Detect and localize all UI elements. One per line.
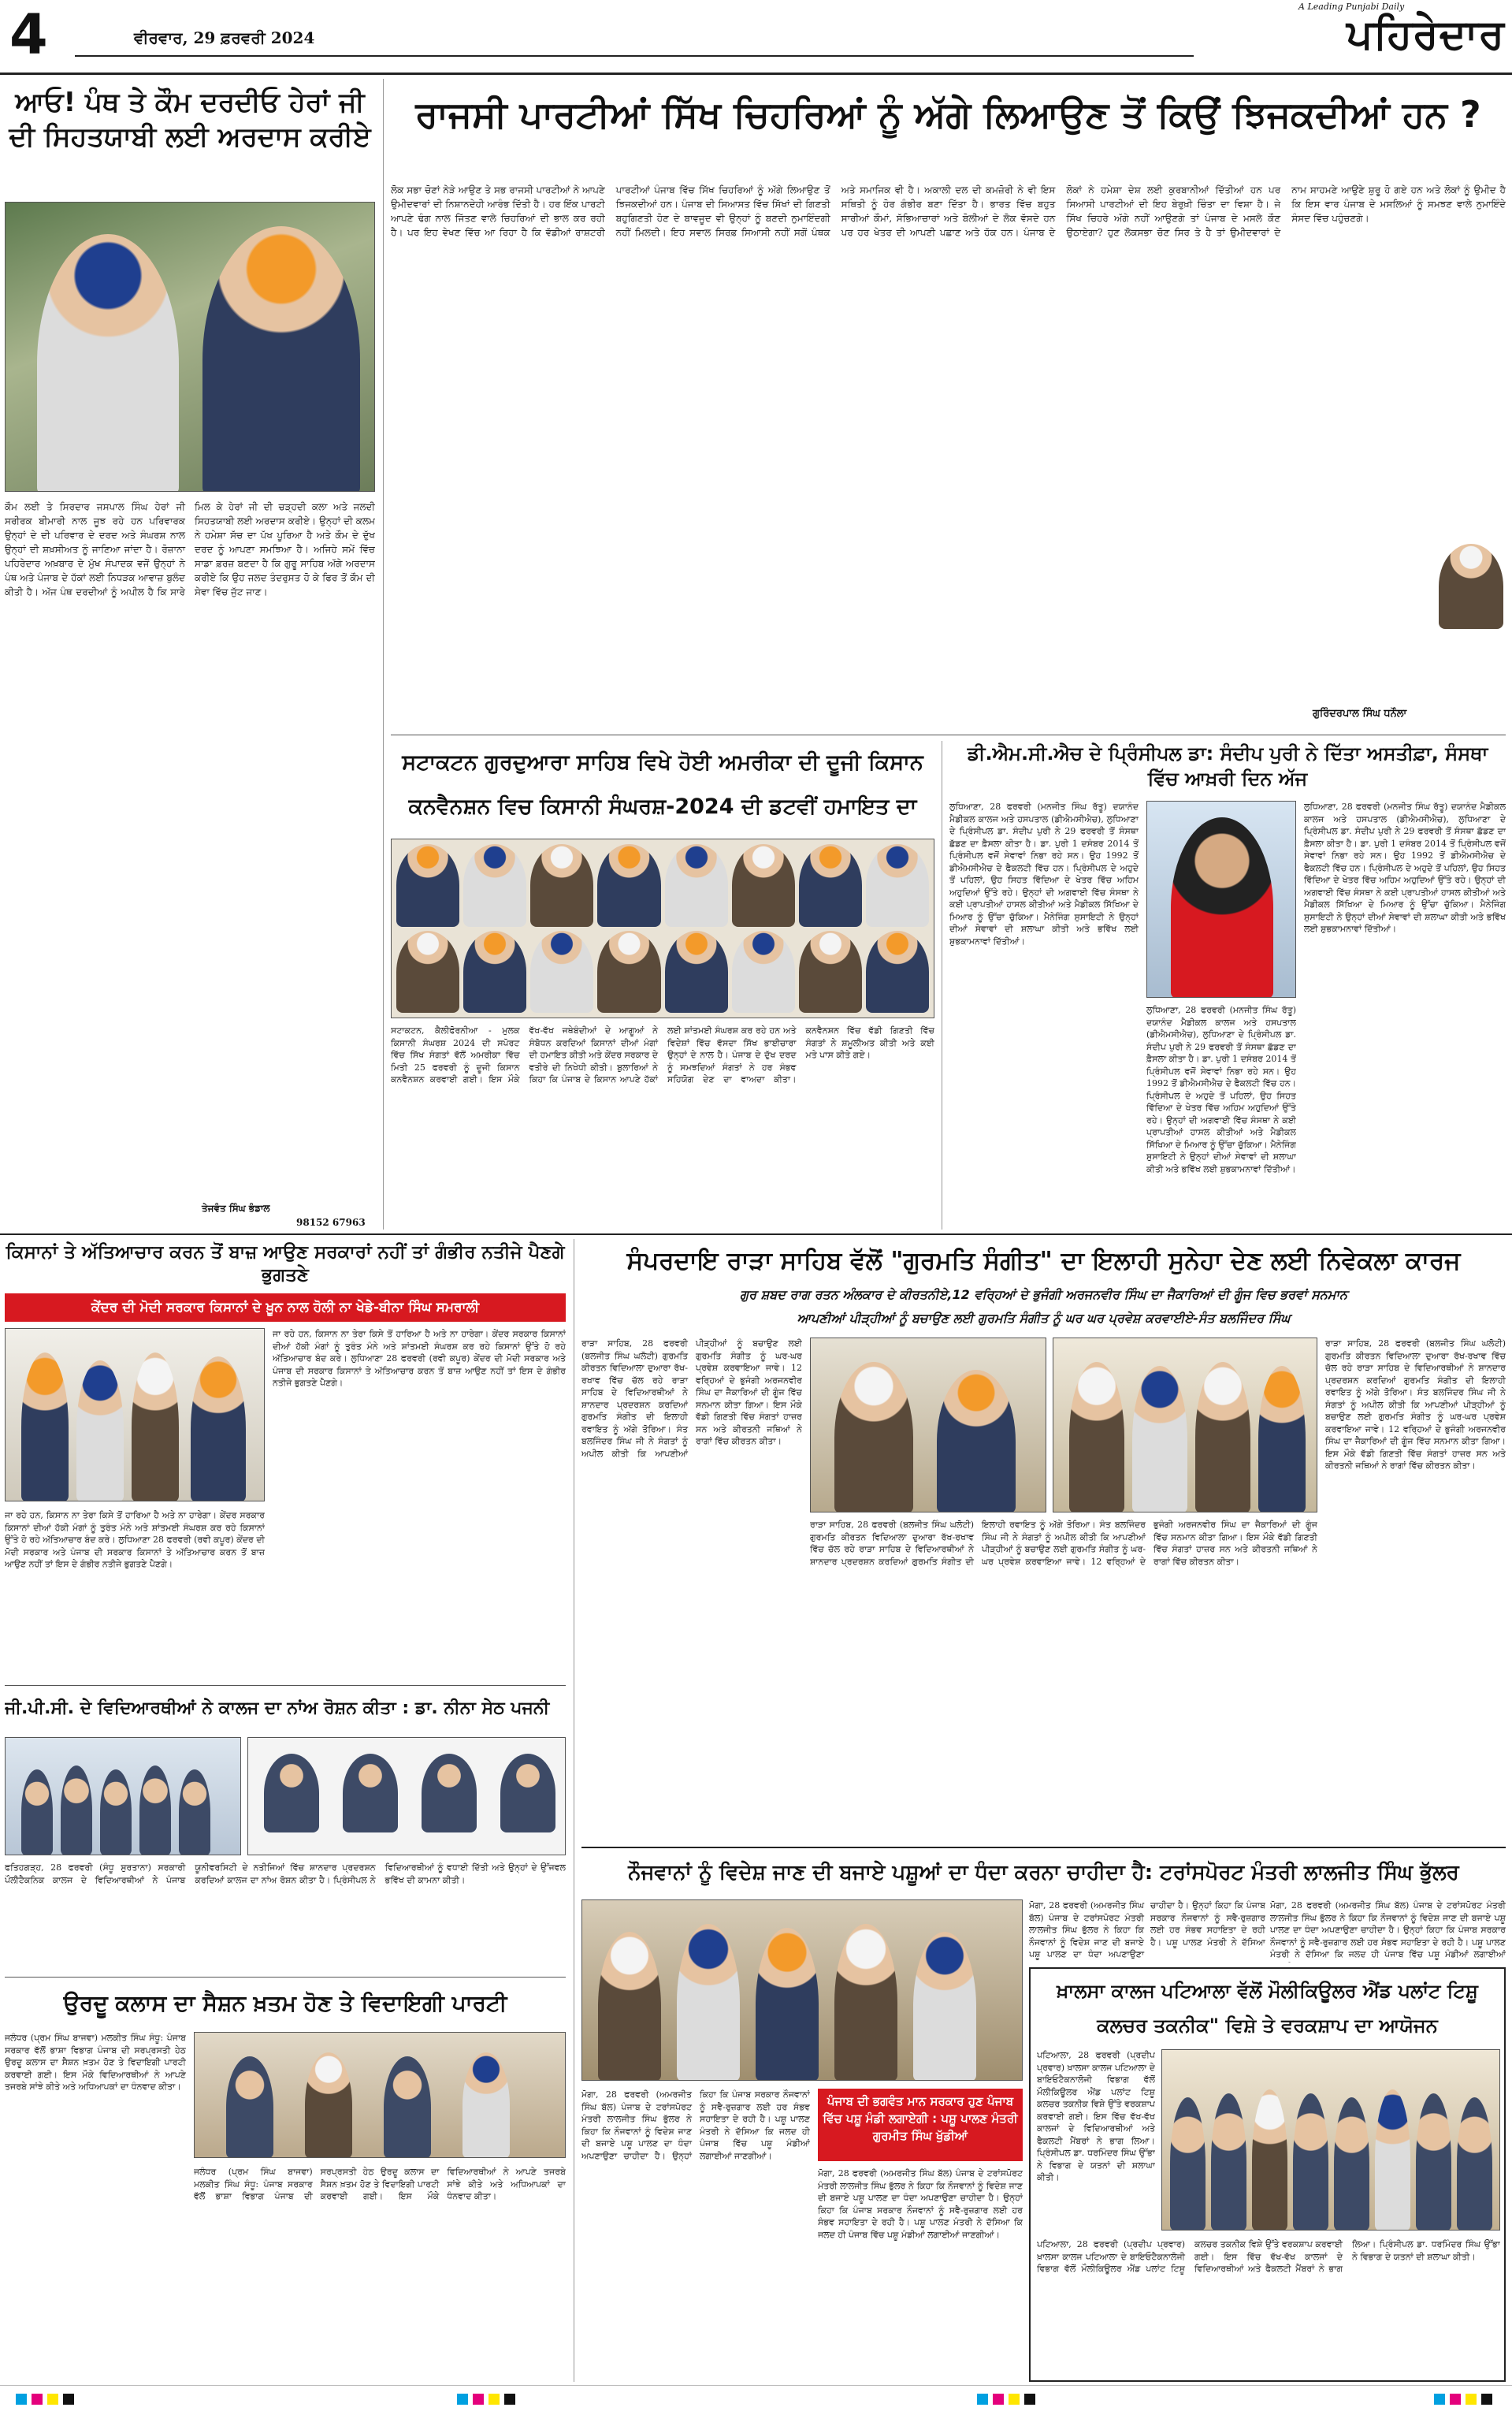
swatch-black bbox=[63, 2394, 74, 2405]
gurmat-photo-main bbox=[810, 1338, 1046, 1512]
top-rule bbox=[0, 73, 1512, 75]
urdu-body-left: ਜਲੰਧਰ (ਪ੍ਰਮ ਸਿੰਘ ਬਾਜਵਾ) ਮਲਕੀਤ ਸਿੰਘ ਸੰਧੂ: ਪੰਜਾਬ ਸਰਕਾਰ ਵੱਲੋਂ ਭਾਸ਼ਾ ਵਿਭਾਗ ਪੰਜਾਬ ਦੀ ਸਰਪ੍ਰਸਤੀ ਹੇਠ ਉਰਦੂ ਕਲਾਸ ਦਾ ਸੈਸ਼ਨ ਖ਼ਤਮ ਹੋਣ ਤੇ ਵਿਦਾਇਗੀ ਪਾਰਟੀ ਕਰਵਾਈ ਗਈ। ਇਸ ਮੌਕੇ ਵਿਦਿਆਰਥੀਆਂ ਨੇ ਆਪਣੇ ਤਜਰਬੇ ਸਾਂਝੇ ਕੀਤੇ ਅਤੇ ਅਧਿਆਪਕਾਂ ਦਾ ਧੰਨਵਾਦ ਕੀਤਾ। bbox=[5, 2033, 186, 2092]
gpc-group-photo bbox=[5, 1737, 241, 1855]
swatch-black-4 bbox=[1481, 2394, 1492, 2405]
rule-mid-page bbox=[0, 1233, 1512, 1235]
swatch-yellow-3 bbox=[1009, 2394, 1020, 2405]
masthead-rule bbox=[75, 55, 1194, 57]
dmch-headline: ਡੀ.ਐਮ.ਸੀ.ਐਚ ਦੇ ਪ੍ਰਿੰਸੀਪਲ ਡਾ: ਸੰਦੀਪ ਪੁਰੀ ਨੇ ਦਿੱਤਾ ਅਸਤੀਫ਼ਾ, ਸੰਸਥਾ ਵਿੱਚ ਆਖ਼ਰੀ ਦਿਨ ਅੱਜ bbox=[967, 742, 1488, 790]
kisan-photo-grid bbox=[391, 839, 934, 1018]
khalsa-photo bbox=[1161, 2049, 1500, 2231]
gurmat-body-mid: ਰਾੜਾ ਸਾਹਿਬ, 28 ਫਰਵਰੀ (ਬਲਜੀਤ ਸਿੰਘ ਘਲੋਟੀ) ਗੁਰਮਤਿ ਕੀਰਤਨ ਵਿਦਿਆਲਾ ਦੁਆਰਾ ਰੱਖ-ਰਖਾਵ ਵਿੱਚ ਚੱਲ ਰਹੇ ਰਾੜਾ ਸਾਹਿਬ ਦੇ ਵਿਦਿਆਰਥੀਆਂ ਨੇ ਸ਼ਾਨਦਾਰ ਪ੍ਰਦਰਸ਼ਨ ਕਰਦਿਆਂ ਗੁਰਮਤਿ ਸੰਗੀਤ ਦੀ ਇਲਾਹੀ ਰਵਾਇਤ ਨੂੰ ਅੱਗੇ ਤੋਰਿਆ। ਸੰਤ ਬਲਜਿੰਦਰ ਸਿੰਘ ਜੀ ਨੇ ਸੰਗਤਾਂ ਨੂੰ ਅਪੀਲ ਕੀਤੀ ਕਿ ਆਪਣੀਆਂ ਪੀੜ੍ਹੀਆਂ ਨੂੰ ਬਚਾਉਣ ਲਈ ਗੁਰਮਤਿ ਸੰਗੀਤ ਨੂੰ ਘਰ-ਘਰ ਪ੍ਰਵੇਸ਼ ਕਰਵਾਇਆ ਜਾਵੇ। 12 ਵਰ੍ਹਿਆਂ ਦੇ ਭੁਜੰਗੀ ਅਰਜਨਵੀਰ ਸਿੰਘ ਦਾ ਜੈਕਾਰਿਆਂ ਦੀ ਗੂੰਜ ਵਿੱਚ ਸਨਮਾਨ ਕੀਤਾ ਗਿਆ। ਇਸ ਮੌਕੇ ਵੱਡੀ ਗਿਣਤੀ ਵਿੱਚ ਸੰਗਤਾਂ ਹਾਜ਼ਰ ਸਨ ਅਤੇ ਕੀਰਤਨੀ ਜਥਿਆਂ ਨੇ ਰਾਗਾਂ ਵਿੱਚ ਕੀਰਤਨ ਕੀਤਾ। bbox=[810, 1520, 1317, 1567]
gurmat-body-left: ਰਾੜਾ ਸਾਹਿਬ, 28 ਫਰਵਰੀ (ਬਲਜੀਤ ਸਿੰਘ ਘਲੋਟੀ) ਗੁਰਮਤਿ ਕੀਰਤਨ ਵਿਦਿਆਲਾ ਦੁਆਰਾ ਰੱਖ-ਰਖਾਵ ਵਿੱਚ ਚੱਲ ਰਹੇ ਰਾੜਾ ਸਾਹਿਬ ਦੇ ਵਿਦਿਆਰਥੀਆਂ ਨੇ ਸ਼ਾਨਦਾਰ ਪ੍ਰਦਰਸ਼ਨ ਕਰਦਿਆਂ ਗੁਰਮਤਿ ਸੰਗੀਤ ਦੀ ਇਲਾਹੀ ਰਵਾਇਤ ਨੂੰ ਅੱਗੇ ਤੋਰਿਆ। ਸੰਤ ਬਲਜਿੰਦਰ ਸਿੰਘ ਜੀ ਨੇ ਸੰਗਤਾਂ ਨੂੰ ਅਪੀਲ ਕੀਤੀ ਕਿ ਆਪਣੀਆਂ ਪੀੜ੍ਹੀਆਂ ਨੂੰ ਬਚਾਉਣ ਲਈ ਗੁਰਮਤਿ ਸੰਗੀਤ ਨੂੰ ਘਰ-ਘਰ ਪ੍ਰਵੇਸ਼ ਕਰਵਾਇਆ ਜਾਵੇ। 12 ਵਰ੍ਹਿਆਂ ਦੇ ਭੁਜੰਗੀ ਅਰਜਨਵੀਰ ਸਿੰਘ ਦਾ ਜੈਕਾਰਿਆਂ ਦੀ ਗੂੰਜ ਵਿੱਚ ਸਨਮਾਨ ਕੀਤਾ ਗਿਆ। ਇਸ ਮੌਕੇ ਵੱਡੀ ਗਿਣਤੀ ਵਿੱਚ ਸੰਗਤਾਂ ਹਾਜ਼ਰ ਸਨ ਅਤੇ ਕੀਰਤਨੀ ਜਥਿਆਂ ਨੇ ਰਾਗਾਂ ਵਿੱਚ ਕੀਰਤਨ ਕੀਤਾ। bbox=[581, 1338, 802, 1459]
rule-left-col bbox=[383, 79, 384, 1230]
urdu-photo-top bbox=[194, 2032, 566, 2158]
masthead bbox=[0, 0, 1512, 73]
gpc-students-photo bbox=[247, 1737, 566, 1855]
prayer-article bbox=[5, 85, 375, 1228]
minister-photo-top bbox=[581, 1899, 1023, 2081]
newspaper-name: ਪਹਿਰੇਦਾਰ bbox=[1347, 11, 1505, 58]
rule-gurmat-minister bbox=[581, 1847, 1506, 1848]
prayer-phone: 98152 67963 bbox=[296, 1217, 366, 1228]
swatch-cyan-2 bbox=[457, 2394, 468, 2405]
dmch-body-right: ਲੁਧਿਆਣਾ, 28 ਫਰਵਰੀ (ਮਨਜੀਤ ਸਿੰਘ ਰੱਤੂ) ਦਯਾਨੰਦ ਮੈਡੀਕਲ ਕਾਲਜ ਅਤੇ ਹਸਪਤਾਲ (ਡੀਐਮਸੀਐਚ), ਲੁਧਿਆਣਾ ਦੇ ਪ੍ਰਿੰਸੀਪਲ ਡਾ. ਸੰਦੀਪ ਪੁਰੀ ਨੇ 29 ਫਰਵਰੀ ਤੋਂ ਸੰਸਥਾ ਛੱਡਣ ਦਾ ਫ਼ੈਸਲਾ ਕੀਤਾ ਹੈ। ਡਾ. ਪੁਰੀ 1 ਦਸੰਬਰ 2014 ਤੋਂ ਪ੍ਰਿੰਸੀਪਲ ਵਜੋਂ ਸੇਵਾਵਾਂ ਨਿਭਾ ਰਹੇ ਸਨ। ਉਹ 1992 ਤੋਂ ਡੀਐਮਸੀਐਚ ਦੇ ਫੈਕਲਟੀ ਵਿੱਚ ਹਨ। ਪ੍ਰਿੰਸੀਪਲ ਦੇ ਅਹੁਦੇ ਤੋਂ ਪਹਿਲਾਂ, ਉਹ ਸਿਹਤ ਵਿੱਦਿਆ ਦੇ ਖੇਤਰ ਵਿੱਚ ਅਹਿਮ ਅਹੁਦਿਆਂ ਉੱਤੇ ਰਹੇ। ਉਨ੍ਹਾਂ ਦੀ ਅਗਵਾਈ ਵਿੱਚ ਸੰਸਥਾ ਨੇ ਕਈ ਪ੍ਰਾਪਤੀਆਂ ਹਾਸਲ ਕੀਤੀਆਂ ਅਤੇ ਮੈਡੀਕਲ ਸਿੱਖਿਆ ਦੇ ਮਿਆਰ ਨੂੰ ਉੱਚਾ ਚੁੱਕਿਆ। ਮੈਨੇਜਿੰਗ ਸੁਸਾਇਟੀ ਨੇ ਉਨ੍ਹਾਂ ਦੀਆਂ ਸੇਵਾਵਾਂ ਦੀ ਸ਼ਲਾਘਾ ਕੀਤੀ ਅਤੇ ਭਵਿੱਖ ਲਈ ਸ਼ੁਭਕਾਮਨਾਵਾਂ ਦਿੱਤੀਆਂ। bbox=[1304, 802, 1506, 934]
dmch-article bbox=[949, 741, 1506, 1230]
print-registration-strip bbox=[0, 2385, 1512, 2411]
prayer-photo bbox=[5, 202, 375, 492]
khalsa-body-left: ਪਟਿਆਲਾ, 28 ਫਰਵਰੀ (ਪ੍ਰਦੀਪ ਪ੍ਰਵਾਰ) ਖ਼ਾਲਸਾ ਕਾਲਜ ਪਟਿਆਲਾ ਦੇ ਬਾਇਓਟੈਕਨਾਲੋਜੀ ਵਿਭਾਗ ਵੱਲੋਂ ਮੌਲੀਕਿਊਲਰ ਐਂਡ ਪਲਾਂਟ ਟਿਸ਼ੂ ਕਲਚਰ ਤਕਨੀਕ ਵਿਸ਼ੇ ਉੱਤੇ ਵਰਕਸ਼ਾਪ ਕਰਵਾਈ ਗਈ। ਇਸ ਵਿੱਚ ਵੱਖ-ਵੱਖ ਕਾਲਜਾਂ ਦੇ ਵਿਦਿਆਰਥੀਆਂ ਅਤੇ ਫੈਕਲਟੀ ਮੈਂਬਰਾਂ ਨੇ ਭਾਗ ਲਿਆ। ਪ੍ਰਿੰਸੀਪਲ ਡਾ. ਧਰਮਿੰਦਰ ਸਿੰਘ ਉੱਭਾ ਨੇ ਵਿਭਾਗ ਦੇ ਯਤਨਾਂ ਦੀ ਸ਼ਲਾਘਾ ਕੀਤੀ। bbox=[1037, 2050, 1155, 2182]
minister-article bbox=[581, 1852, 1506, 1899]
prayer-headline: ਆਓ! ਪੰਥ ਤੇ ਕੌਮ ਦਰਦੀਓ ਹੇਰਾਂ ਜੀ ਦੀ ਸਿਹਤਯਾਬੀ ਲਈ ਅਰਦਾਸ ਕਰੀਏ bbox=[9, 87, 371, 153]
swatch-yellow-2 bbox=[489, 2394, 500, 2405]
minister-body-col3: ਮੋਗਾ, 28 ਫਰਵਰੀ (ਅਮਰਜੀਤ ਸਿੰਘ ਬੱਲ) ਪੰਜਾਬ ਦੇ ਟਰਾਂਸਪੋਰਟ ਮੰਤਰੀ ਲਾਲਜੀਤ ਸਿੰਘ ਭੁੱਲਰ ਨੇ ਕਿਹਾ ਕਿ ਨੌਜਵਾਨਾਂ ਨੂੰ ਵਿਦੇਸ਼ ਜਾਣ ਦੀ ਬਜਾਏ ਪਸ਼ੂ ਪਾਲਣ ਦਾ ਧੰਦਾ ਅਪਣਾਉਣਾ ਚਾਹੀਦਾ ਹੈ। ਉਨ੍ਹਾਂ ਕਿਹਾ ਕਿ ਪੰਜਾਬ ਸਰਕਾਰ ਨੌਜਵਾਨਾਂ ਨੂੰ ਸਵੈ-ਰੁਜ਼ਗਾਰ ਲਈ ਹਰ ਸੰਭਵ ਸਹਾਇਤਾ ਦੇ ਰਹੀ ਹੈ। ਪਸ਼ੂ ਪਾਲਣ ਮੰਤਰੀ ਨੇ ਦੱਸਿਆ bbox=[1029, 1900, 1265, 1959]
urdu-headline: ਉਰਦੂ ਕਲਾਸ ਦਾ ਸੈਸ਼ਨ ਖ਼ਤਮ ਹੋਣ ਤੇ ਵਿਦਾਇਗੀ ਪਾਰਟੀ bbox=[63, 1990, 507, 2016]
gurmat-article bbox=[581, 1241, 1506, 1844]
farmers-subhead: ਕੇਂਦਰ ਦੀ ਮੋਦੀ ਸਰਕਾਰ ਕਿਸਾਨਾਂ ਦੇ ਖ਼ੂਨ ਨਾਲ ਹੋਲੀ ਨਾ ਖੇਡੇ-ਬੀਨਾ ਸਿੰਘ ਸਮਰਾਲੀ bbox=[5, 1293, 566, 1322]
urdu-body-right: ਜਲੰਧਰ (ਪ੍ਰਮ ਸਿੰਘ ਬਾਜਵਾ) ਮਲਕੀਤ ਸਿੰਘ ਸੰਧੂ: ਪੰਜਾਬ ਸਰਕਾਰ ਵੱਲੋਂ ਭਾਸ਼ਾ ਵਿਭਾਗ ਪੰਜਾਬ ਦੀ ਸਰਪ੍ਰਸਤੀ ਹੇਠ ਉਰਦੂ ਕਲਾਸ ਦਾ ਸੈਸ਼ਨ ਖ਼ਤਮ ਹੋਣ ਤੇ ਵਿਦਾਇਗੀ ਪਾਰਟੀ ਕਰਵਾਈ ਗਈ। ਇਸ ਮੌਕੇ ਵਿਦਿਆਰਥੀਆਂ ਨੇ ਆਪਣੇ ਤਜਰਬੇ ਸਾਂਝੇ ਕੀਤੇ ਅਤੇ ਅਧਿਆਪਕਾਂ ਦਾ ਧੰਨਵਾਦ ਕੀਤਾ। bbox=[194, 2167, 566, 2201]
minister-body-left: ਮੋਗਾ, 28 ਫਰਵਰੀ (ਅਮਰਜੀਤ ਸਿੰਘ ਬੱਲ) ਪੰਜਾਬ ਦੇ ਟਰਾਂਸਪੋਰਟ ਮੰਤਰੀ ਲਾਲਜੀਤ ਸਿੰਘ ਭੁੱਲਰ ਨੇ ਕਿਹਾ ਕਿ ਨੌਜਵਾਨਾਂ ਨੂੰ ਵਿਦੇਸ਼ ਜਾਣ ਦੀ ਬਜਾਏ ਪਸ਼ੂ ਪਾਲਣ ਦਾ ਧੰਦਾ ਅਪਣਾਉਣਾ ਚਾਹੀਦਾ ਹੈ। ਉਨ੍ਹਾਂ ਕਿਹਾ ਕਿ ਪੰਜਾਬ ਸਰਕਾਰ ਨੌਜਵਾਨਾਂ ਨੂੰ ਸਵੈ-ਰੁਜ਼ਗਾਰ ਲਈ ਹਰ ਸੰਭਵ ਸਹਾਇਤਾ ਦੇ ਰਹੀ ਹੈ। ਪਸ਼ੂ ਪਾਲਣ ਮੰਤਰੀ ਨੇ ਦੱਸਿਆ ਕਿ ਜਲਦ ਹੀ ਪੰਜਾਬ ਵਿੱਚ ਪਸ਼ੂ ਮੰਡੀਆਂ ਲਗਾਈਆਂ ਜਾਣਗੀਆਂ। bbox=[581, 2089, 810, 2161]
dmch-body-left: ਲੁਧਿਆਣਾ, 28 ਫਰਵਰੀ (ਮਨਜੀਤ ਸਿੰਘ ਰੱਤੂ) ਦਯਾਨੰਦ ਮੈਡੀਕਲ ਕਾਲਜ ਅਤੇ ਹਸਪਤਾਲ (ਡੀਐਮਸੀਐਚ), ਲੁਧਿਆਣਾ ਦੇ ਪ੍ਰਿੰਸੀਪਲ ਡਾ. ਸੰਦੀਪ ਪੁਰੀ ਨੇ 29 ਫਰਵਰੀ ਤੋਂ ਸੰਸਥਾ ਛੱਡਣ ਦਾ ਫ਼ੈਸਲਾ ਕੀਤਾ ਹੈ। ਡਾ. ਪੁਰੀ 1 ਦਸੰਬਰ 2014 ਤੋਂ ਪ੍ਰਿੰਸੀਪਲ ਵਜੋਂ ਸੇਵਾਵਾਂ ਨਿਭਾ ਰਹੇ ਸਨ। ਉਹ 1992 ਤੋਂ ਡੀਐਮਸੀਐਚ ਦੇ ਫੈਕਲਟੀ ਵਿੱਚ ਹਨ। ਪ੍ਰਿੰਸੀਪਲ ਦੇ ਅਹੁਦੇ ਤੋਂ ਪਹਿਲਾਂ, ਉਹ ਸਿਹਤ ਵਿੱਦਿਆ ਦੇ ਖੇਤਰ ਵਿੱਚ ਅਹਿਮ ਅਹੁਦਿਆਂ ਉੱਤੇ ਰਹੇ। ਉਨ੍ਹਾਂ ਦੀ ਅਗਵਾਈ ਵਿੱਚ ਸੰਸਥਾ ਨੇ ਕਈ ਪ੍ਰਾਪਤੀਆਂ ਹਾਸਲ ਕੀਤੀਆਂ ਅਤੇ ਮੈਡੀਕਲ ਸਿੱਖਿਆ ਦੇ ਮਿਆਰ ਨੂੰ ਉੱਚਾ ਚੁੱਕਿਆ। ਮੈਨੇਜਿੰਗ ਸੁਸਾਇਟੀ ਨੇ ਉਨ੍ਹਾਂ ਦੀਆਂ ਸੇਵਾਵਾਂ ਦੀ ਸ਼ਲਾਘਾ ਕੀਤੀ ਅਤੇ ਭਵਿੱਖ ਲਈ ਸ਼ੁਭਕਾਮਨਾਵਾਂ ਦਿੱਤੀਆਂ। bbox=[949, 802, 1139, 947]
farmers-article bbox=[5, 1241, 566, 1683]
rule-gpc-urdu bbox=[5, 1977, 566, 1978]
person-right bbox=[202, 226, 360, 492]
kisan-body: ਸਟਾਕਟਨ, ਕੈਲੀਫੋਰਨੀਆ - ਮੁਲਕ ਕਿਸਾਨੀ ਸੰਘਰਸ਼ 2024 ਦੀ ਸਪੋਰਟ ਵਿੱਚ ਸਿੱਖ ਸੰਗਤਾਂ ਵੱਲੋਂ ਅਮਰੀਕਾ ਵਿੱਚ ਮਿਤੀ 25 ਫਰਵਰੀ ਨੂੰ ਦੂਜੀ ਕਿਸਾਨ ਕਨਵੈਨਸ਼ਨ ਕਰਵਾਈ ਗਈ। ਇਸ ਮੌਕੇ ਵੱਖ-ਵੱਖ ਜਥੇਬੰਦੀਆਂ ਦੇ ਆਗੂਆਂ ਨੇ ਸੰਬੋਧਨ ਕਰਦਿਆਂ ਕਿਸਾਨਾਂ ਦੀਆਂ ਮੰਗਾਂ ਦੀ ਹਮਾਇਤ ਕੀਤੀ ਅਤੇ ਕੇਂਦਰ ਸਰਕਾਰ ਦੇ ਵਤੀਰੇ ਦੀ ਨਿਖੇਧੀ ਕੀਤੀ। ਬੁਲਾਰਿਆਂ ਨੇ ਕਿਹਾ ਕਿ ਪੰਜਾਬ ਦੇ ਕਿਸਾਨ ਆਪਣੇ ਹੱਕਾਂ ਲਈ ਸ਼ਾਂਤਮਈ ਸੰਘਰਸ਼ ਕਰ ਰਹੇ ਹਨ ਅਤੇ ਵਿਦੇਸ਼ਾਂ ਵਿੱਚ ਵੱਸਦਾ ਸਿੱਖ ਭਾਈਚਾਰਾ ਉਨ੍ਹਾਂ ਦੇ ਨਾਲ ਹੈ। ਪੰਜਾਬ ਦੇ ਦੁੱਖ ਦਰਦ ਨੂੰ ਸਮਝਦਿਆਂ ਸੰਗਤਾਂ ਨੇ ਹਰ ਸੰਭਵ ਸਹਿਯੋਗ ਦੇਣ ਦਾ ਵਾਅਦਾ ਕੀਤਾ। ਕਨਵੈਨਸ਼ਨ ਵਿੱਚ ਵੱਡੀ ਗਿਣਤੀ ਵਿੱਚ ਸੰਗਤਾਂ ਨੇ ਸ਼ਮੂਲੀਅਤ ਕੀਤੀ ਅਤੇ ਕਈ ਮਤੇ ਪਾਸ ਕੀਤੇ ਗਏ। bbox=[391, 1025, 934, 1085]
swatch-magenta-2 bbox=[473, 2394, 484, 2405]
farmers-headline: ਕਿਸਾਨਾਂ ਤੇ ਅੱਤਿਆਚਾਰ ਕਰਨ ਤੋਂ ਬਾਜ਼ ਆਉਣ ਸਰਕਾਰਾਂ ਨਹੀਂ ਤਾਂ ਗੰਭੀਰ ਨਤੀਜੇ ਪੈਣਗੇ ਭੁਗਤਣੇ bbox=[6, 1242, 565, 1285]
masthead-tagline: A Leading Punjabi Daily bbox=[1298, 2, 1405, 12]
rule-farmers-gpc bbox=[5, 1685, 566, 1686]
swatch-magenta bbox=[32, 2394, 43, 2405]
gpc-article bbox=[5, 1691, 566, 2030]
gpc-body: ਫਤਿਹਗੜ੍ਹ, 28 ਫਰਵਰੀ (ਸੰਧੂ ਸੁਰਤਾਨਾ) ਸਰਕਾਰੀ ਪੌਲੀਟੈਕਨਿਕ ਕਾਲਜ ਦੇ ਵਿਦਿਆਰਥੀਆਂ ਨੇ ਪੰਜਾਬ ਯੂਨੀਵਰਸਿਟੀ ਦੇ ਨਤੀਜਿਆਂ ਵਿੱਚ ਸ਼ਾਨਦਾਰ ਪ੍ਰਦਰਸ਼ਨ ਕਰਦਿਆਂ ਕਾਲਜ ਦਾ ਨਾਂਅ ਰੋਸ਼ਨ ਕੀਤਾ ਹੈ। ਪ੍ਰਿੰਸੀਪਲ ਨੇ ਵਿਦਿਆਰਥੀਆਂ ਨੂੰ ਵਧਾਈ ਦਿੱਤੀ ਅਤੇ ਉਨ੍ਹਾਂ ਦੇ ਉੱਜਵਲ ਭਵਿੱਖ ਦੀ ਕਾਮਨਾ ਕੀਤੀ। bbox=[5, 1862, 566, 1885]
columnist-portrait bbox=[1439, 544, 1503, 629]
khalsa-body-bottom: ਪਟਿਆਲਾ, 28 ਫਰਵਰੀ (ਪ੍ਰਦੀਪ ਪ੍ਰਵਾਰ) ਖ਼ਾਲਸਾ ਕਾਲਜ ਪਟਿਆਲਾ ਦੇ ਬਾਇਓਟੈਕਨਾਲੋਜੀ ਵਿਭਾਗ ਵੱਲੋਂ ਮੌਲੀਕਿਊਲਰ ਐਂਡ ਪਲਾਂਟ ਟਿਸ਼ੂ ਕਲਚਰ ਤਕਨੀਕ ਵਿਸ਼ੇ ਉੱਤੇ ਵਰਕਸ਼ਾਪ ਕਰਵਾਈ ਗਈ। ਇਸ ਵਿੱਚ ਵੱਖ-ਵੱਖ ਕਾਲਜਾਂ ਦੇ ਵਿਦਿਆਰਥੀਆਂ ਅਤੇ ਫੈਕਲਟੀ ਮੈਂਬਰਾਂ ਨੇ ਭਾਗ ਲਿਆ। ਪ੍ਰਿੰਸੀਪਲ ਡਾ. ਧਰਮਿੰਦਰ ਸਿੰਘ ਉੱਭਾ ਨੇ ਵਿਭਾਗ ਦੇ ਯਤਨਾਂ ਦੀ ਸ਼ਲਾਘਾ ਕੀਤੀ। bbox=[1037, 2239, 1500, 2274]
person-left bbox=[37, 234, 179, 492]
gurmat-headline: ਸੰਪਰਦਾਇ ਰਾੜਾ ਸਾਹਿਬ ਵੱਲੋਂ "ਗੁਰਮਤਿ ਸੰਗੀਤ" ਦਾ ਇਲਾਹੀ ਸੁਨੇਹਾ ਦੇਣ ਲਈ ਨਿਵੇਕਲਾ ਕਾਰਜ bbox=[626, 1247, 1461, 1275]
swatch-magenta-4 bbox=[1450, 2394, 1461, 2405]
prayer-author: ਤੇਜਵੰਤ ਸਿੰਘ ਭੰਡਾਲ bbox=[202, 1203, 270, 1214]
dmch-principal-photo bbox=[1146, 801, 1296, 998]
page-number: 4 bbox=[9, 2, 48, 67]
columnist-photo bbox=[1439, 544, 1503, 629]
swatch-cyan-4 bbox=[1434, 2394, 1445, 2405]
minister-headline: ਨੌਜਵਾਨਾਂ ਨੂੰ ਵਿਦੇਸ਼ ਜਾਣ ਦੀ ਬਜਾਏ ਪਸ਼ੂਆਂ ਦਾ ਧੰਦਾ ਕਰਨਾ ਚਾਹੀਦਾ ਹੈ: ਟਰਾਂਸਪੋਰਟ ਮੰਤਰੀ ਲਾਲਜੀਤ ਸਿੰਘ ਭੁੱਲਰ bbox=[628, 1861, 1459, 1885]
kisan-article bbox=[391, 741, 934, 1230]
minister-callout: ਪੰਜਾਬ ਦੀ ਭਗਵੰਤ ਮਾਨ ਸਰਕਾਰ ਹੁਣ ਪੰਜਾਬ ਵਿੱਚ ਪਸ਼ੂ ਮੰਡੀ ਲਗਾਏਗੀ : ਪਸ਼ੂ ਪਾਲਣ ਮੰਤਰੀ ਗੁਰਮੀਤ ਸਿੰਘ ਖੁੱਡੀਆਂ bbox=[818, 2089, 1023, 2161]
swatch-yellow-4 bbox=[1466, 2394, 1477, 2405]
urdu-article bbox=[5, 1985, 566, 2383]
lead-author: ਗੁਰਿੰਦਰਪਾਲ ਸਿੰਘ ਧਨੌਲਾ bbox=[1313, 708, 1407, 720]
gurmat-sub1: ਗੁਰ ਸ਼ਬਦ ਰਾਗ ਰਤਨ ਅੰਲਕਾਰ ਦੇ ਕੀਰਤਨੀਏ,12 ਵਰ੍ਹਿਆਂ ਦੇ ਭੁਜੰਗੀ ਅਰਜਨਵੀਰ ਸਿੰਘ ਦਾ ਜੈਕਾਰਿਆਂ ਦੀ ਗੂੰਜ ਵਿਚ ਭਰਵਾਂ ਸਨਮਾਨ bbox=[740, 1287, 1347, 1302]
lead-headline: ਰਾਜਸੀ ਪਾਰਟੀਆਂ ਸਿੱਖ ਚਿਹਰਿਆਂ ਨੂੰ ਅੱਗੇ ਲਿਆਉਣ ਤੋਂ ਕਿਉਂ ਝਿਜਕਦੀਆਂ ਹਨ ? bbox=[415, 93, 1481, 136]
farmers-body: ਜਾ ਰਹੇ ਹਨ, ਕਿਸਾਨ ਨਾ ਤੇਰਾ ਕਿਸੇ ਤੋਂ ਹਾਰਿਆ ਹੈ ਅਤੇ ਨਾ ਹਾਰੇਗਾ। ਕੇਂਦਰ ਸਰਕਾਰ ਕਿਸਾਨਾਂ ਦੀਆਂ ਹੱਕੀ ਮੰਗਾਂ ਨੂੰ ਤੁਰੰਤ ਮੰਨੇ ਅਤੇ ਸ਼ਾਂਤਮਈ ਸੰਘਰਸ਼ ਕਰ ਰਹੇ ਕਿਸਾਨਾਂ ਉੱਤੇ ਹੋ ਰਹੇ ਅੱਤਿਆਚਾਰ ਬੰਦ ਕਰੇ। ਲੁਧਿਆਣਾ 28 ਫਰਵਰੀ (ਰਵੀ ਕਪੂਰ) ਕੇਂਦਰ ਦੀ ਮੋਦੀ ਸਰਕਾਰ ਅਤੇ ਪੰਜਾਬ ਦੀ ਸਰਕਾਰ ਕਿਸਾਨਾਂ ਤੇ ਅੱਤਿਆਚਾਰ ਕਰਨ ਤੋਂ ਬਾਜ਼ ਆਉਣ ਨਹੀਂ ਤਾਂ ਇਸ ਦੇ ਗੰਭੀਰ ਨਤੀਜੇ ਭੁਗਤਣੇ ਪੈਣਗੇ। bbox=[273, 1329, 566, 1388]
swatch-yellow bbox=[47, 2394, 58, 2405]
minister-content bbox=[581, 1899, 1023, 2380]
khalsa-article bbox=[1029, 1967, 1506, 2382]
swatch-cyan-3 bbox=[977, 2394, 988, 2405]
khalsa-headline: ਖ਼ਾਲਸਾ ਕਾਲਜ ਪਟਿਆਲਾ ਵੱਲੋਂ ਮੌਲੀਕਿਊਲਰ ਐਂਡ ਪਲਾਂਟ ਟਿਸ਼ੂ ਕਲਚਰ ਤਕਨੀਕ" ਵਿਸ਼ੇ ਤੇ ਵਰਕਸ਼ਾਪ ਦਾ ਆਯੋਜਨ bbox=[1057, 1980, 1478, 2037]
dmch-body-mid: ਲੁਧਿਆਣਾ, 28 ਫਰਵਰੀ (ਮਨਜੀਤ ਸਿੰਘ ਰੱਤੂ) ਦਯਾਨੰਦ ਮੈਡੀਕਲ ਕਾਲਜ ਅਤੇ ਹਸਪਤਾਲ (ਡੀਐਮਸੀਐਚ), ਲੁਧਿਆਣਾ ਦੇ ਪ੍ਰਿੰਸੀਪਲ ਡਾ. ਸੰਦੀਪ ਪੁਰੀ ਨੇ 29 ਫਰਵਰੀ ਤੋਂ ਸੰਸਥਾ ਛੱਡਣ ਦਾ ਫ਼ੈਸਲਾ ਕੀਤਾ ਹੈ। ਡਾ. ਪੁਰੀ 1 ਦਸੰਬਰ 2014 ਤੋਂ ਪ੍ਰਿੰਸੀਪਲ ਵਜੋਂ ਸੇਵਾਵਾਂ ਨਿਭਾ ਰਹੇ ਸਨ। ਉਹ 1992 ਤੋਂ ਡੀਐਮਸੀਐਚ ਦੇ ਫੈਕਲਟੀ ਵਿੱਚ ਹਨ। ਪ੍ਰਿੰਸੀਪਲ ਦੇ ਅਹੁਦੇ ਤੋਂ ਪਹਿਲਾਂ, ਉਹ ਸਿਹਤ ਵਿੱਦਿਆ ਦੇ ਖੇਤਰ ਵਿੱਚ ਅਹਿਮ ਅਹੁਦਿਆਂ ਉੱਤੇ ਰਹੇ। ਉਨ੍ਹਾਂ ਦੀ ਅਗਵਾਈ ਵਿੱਚ ਸੰਸਥਾ ਨੇ ਕਈ ਪ੍ਰਾਪਤੀਆਂ ਹਾਸਲ ਕੀਤੀਆਂ ਅਤੇ ਮੈਡੀਕਲ ਸਿੱਖਿਆ ਦੇ ਮਿਆਰ ਨੂੰ ਉੱਚਾ ਚੁੱਕਿਆ। ਮੈਨੇਜਿੰਗ ਸੁਸਾਇਟੀ ਨੇ ਉਨ੍ਹਾਂ ਦੀਆਂ ਸੇਵਾਵਾਂ ਦੀ ਸ਼ਲਾਘਾ ਕੀਤੀ ਅਤੇ ਭਵਿੱਖ ਲਈ ਸ਼ੁਭਕਾਮਨਾਵਾਂ ਦਿੱਤੀਆਂ। bbox=[1146, 1005, 1296, 1174]
lead-body: ਲੋਕ ਸਭਾ ਚੋਣਾਂ ਨੇੜੇ ਆਉਣ ਤੇ ਸਭ ਰਾਜਸੀ ਪਾਰਟੀਆਂ ਨੇ ਆਪਣੇ ਉਮੀਦਵਾਰਾਂ ਦੀ ਨਿਸ਼ਾਨਦੇਹੀ ਆਰੰਭ ਦਿੱਤੀ ਹੈ। ਹਰ ਇੱਕ ਪਾਰਟੀ ਆਪਣੇ ਢੰਗ ਨਾਲ ਜਿੱਤਣ ਵਾਲੇ ਚਿਹਰਿਆਂ ਦੀ ਭਾਲ ਕਰ ਰਹੀ ਹੈ। ਪਰ ਇਹ ਵੇਖਣ ਵਿੱਚ ਆ ਰਿਹਾ ਹੈ ਕਿ ਵੱਡੀਆਂ ਰਾਸ਼ਟਰੀ ਪਾਰਟੀਆਂ ਪੰਜਾਬ ਵਿੱਚ ਸਿੱਖ ਚਿਹਰਿਆਂ ਨੂੰ ਅੱਗੇ ਲਿਆਉਣ ਤੋਂ ਝਿਜਕਦੀਆਂ ਹਨ। ਪੰਜਾਬ ਦੀ ਸਿਆਸਤ ਵਿੱਚ ਸਿੱਖਾਂ ਦੀ ਗਿਣਤੀ ਬਹੁਗਿਣਤੀ ਹੋਣ ਦੇ ਬਾਵਜੂਦ ਵੀ ਉਨ੍ਹਾਂ ਨੂੰ ਬਣਦੀ ਨੁਮਾਇੰਦਗੀ ਨਹੀਂ ਮਿਲਦੀ। ਇਹ ਸਵਾਲ ਸਿਰਫ਼ ਸਿਆਸੀ ਨਹੀਂ ਸਗੋਂ ਪੰਥਕ ਅਤੇ ਸਮਾਜਿਕ ਵੀ ਹੈ। ਅਕਾਲੀ ਦਲ ਦੀ ਕਮਜ਼ੋਰੀ ਨੇ ਵੀ ਇਸ ਸਥਿਤੀ ਨੂੰ ਹੋਰ ਗੰਭੀਰ ਬਣਾ ਦਿੱਤਾ ਹੈ। ਭਾਰਤ ਵਿੱਚ ਬਹੁਤ ਸਾਰੀਆਂ ਕੌਮਾਂ, ਸੱਭਿਆਚਾਰਾਂ ਅਤੇ ਬੋਲੀਆਂ ਦੇ ਲੋਕ ਵੱਸਦੇ ਹਨ ਪਰ ਹਰ ਖੇਤਰ ਦੀ ਆਪਣੀ ਪਛਾਣ ਅਤੇ ਹੱਕ ਹਨ। ਪੰਜਾਬ ਦੇ ਲੋਕਾਂ ਨੇ ਹਮੇਸ਼ਾ ਦੇਸ਼ ਲਈ ਕੁਰਬਾਨੀਆਂ ਦਿੱਤੀਆਂ ਹਨ ਪਰ ਸਿਆਸੀ ਪਾਰਟੀਆਂ ਦੀ ਇਹ ਬੇਰੁਖ਼ੀ ਚਿੰਤਾ ਦਾ ਵਿਸ਼ਾ ਹੈ। ਜੇ ਸਿੱਖ ਚਿਹਰੇ ਅੱਗੇ ਨਹੀਂ ਆਉਣਗੇ ਤਾਂ ਪੰਜਾਬ ਦੇ ਮਸਲੇ ਕੌਣ ਉਠਾਏਗਾ? ਹੁਣ ਲੋਕਸਭਾ ਚੋਣ ਸਿਰ ਤੇ ਹੈ ਤਾਂ ਉਮੀਦਵਾਰਾਂ ਦੇ ਨਾਮ ਸਾਹਮਣੇ ਆਉਣੇ ਸ਼ੁਰੂ ਹੋ ਗਏ ਹਨ ਅਤੇ ਲੋਕਾਂ ਨੂੰ ਉਮੀਦ ਹੈ ਕਿ ਇਸ ਵਾਰ ਪੰਜਾਬ ਦੇ ਮਸਲਿਆਂ ਨੂੰ ਸਮਝਣ ਵਾਲੇ ਨੁਮਾਇੰਦੇ ਸੰਸਦ ਵਿੱਚ ਪਹੁੰਚਣਗੇ। bbox=[391, 184, 1506, 238]
swatch-cyan bbox=[16, 2394, 27, 2405]
gpc-headline: ਜੀ.ਪੀ.ਸੀ. ਦੇ ਵਿਦਿਆਰਥੀਆਂ ਨੇ ਕਾਲਜ ਦਾ ਨਾਂਅ ਰੋਸ਼ਨ ਕੀਤਾ : ਡਾ. ਨੀਨਾ ਸੇਠ ਪਜਨੀ bbox=[5, 1698, 550, 1718]
lead-article bbox=[391, 79, 1506, 733]
gurmat-photo-right bbox=[1053, 1338, 1317, 1512]
kisan-headline: ਸਟਾਕਟਨ ਗੁਰਦੁਆਰਾ ਸਾਹਿਬ ਵਿਖੇ ਹੋਈ ਅਮਰੀਕਾ ਦੀ ਦੂਜੀ ਕਿਸਾਨ ਕਨਵੈਨਸ਼ਨ ਵਿਚ ਕਿਸਾਨੀ ਸੰਘਰਸ਼-2024 ਦੀ ਡਟਵੀਂ ਹਮਾਇਤ ਦਾ bbox=[402, 750, 923, 819]
swatch-magenta-3 bbox=[993, 2394, 1004, 2405]
swatch-black-2 bbox=[504, 2394, 515, 2405]
farmers-photo bbox=[5, 1328, 265, 1501]
gurmat-body-right: ਰਾੜਾ ਸਾਹਿਬ, 28 ਫਰਵਰੀ (ਬਲਜੀਤ ਸਿੰਘ ਘਲੋਟੀ) ਗੁਰਮਤਿ ਕੀਰਤਨ ਵਿਦਿਆਲਾ ਦੁਆਰਾ ਰੱਖ-ਰਖਾਵ ਵਿੱਚ ਚੱਲ ਰਹੇ ਰਾੜਾ ਸਾਹਿਬ ਦੇ ਵਿਦਿਆਰਥੀਆਂ ਨੇ ਸ਼ਾਨਦਾਰ ਪ੍ਰਦਰਸ਼ਨ ਕਰਦਿਆਂ ਗੁਰਮਤਿ ਸੰਗੀਤ ਦੀ ਇਲਾਹੀ ਰਵਾਇਤ ਨੂੰ ਅੱਗੇ ਤੋਰਿਆ। ਸੰਤ ਬਲਜਿੰਦਰ ਸਿੰਘ ਜੀ ਨੇ ਸੰਗਤਾਂ ਨੂੰ ਅਪੀਲ ਕੀਤੀ ਕਿ ਆਪਣੀਆਂ ਪੀੜ੍ਹੀਆਂ ਨੂੰ ਬਚਾਉਣ ਲਈ ਗੁਰਮਤਿ ਸੰਗੀਤ ਨੂੰ ਘਰ-ਘਰ ਪ੍ਰਵੇਸ਼ ਕਰਵਾਇਆ ਜਾਵੇ। 12 ਵਰ੍ਹਿਆਂ ਦੇ ਭੁਜੰਗੀ ਅਰਜਨਵੀਰ ਸਿੰਘ ਦਾ ਜੈਕਾਰਿਆਂ ਦੀ ਗੂੰਜ ਵਿੱਚ ਸਨਮਾਨ ਕੀਤਾ ਗਿਆ। ਇਸ ਮੌਕੇ ਵੱਡੀ ਗਿਣਤੀ ਵਿੱਚ ਸੰਗਤਾਂ ਹਾਜ਼ਰ ਸਨ ਅਤੇ ਕੀਰਤਨੀ ਜਥਿਆਂ ਨੇ ਰਾਗਾਂ ਵਿੱਚ ਕੀਰਤਨ ਕੀਤਾ। bbox=[1325, 1338, 1506, 1471]
swatch-black-3 bbox=[1024, 2394, 1035, 2405]
minister-body-right: ਮੋਗਾ, 28 ਫਰਵਰੀ (ਅਮਰਜੀਤ ਸਿੰਘ ਬੱਲ) ਪੰਜਾਬ ਦੇ ਟਰਾਂਸਪੋਰਟ ਮੰਤਰੀ ਲਾਲਜੀਤ ਸਿੰਘ ਭੁੱਲਰ ਨੇ ਕਿਹਾ ਕਿ ਨੌਜਵਾਨਾਂ ਨੂੰ ਵਿਦੇਸ਼ ਜਾਣ ਦੀ ਬਜਾਏ ਪਸ਼ੂ ਪਾਲਣ ਦਾ ਧੰਦਾ ਅਪਣਾਉਣਾ ਚਾਹੀਦਾ ਹੈ। ਉਨ੍ਹਾਂ ਕਿਹਾ ਕਿ ਪੰਜਾਬ ਸਰਕਾਰ ਨੌਜਵਾਨਾਂ ਨੂੰ ਸਵੈ-ਰੁਜ਼ਗਾਰ ਲਈ ਹਰ ਸੰਭਵ ਸਹਾਇਤਾ ਦੇ ਰਹੀ ਹੈ। ਪਸ਼ੂ ਪਾਲਣ ਮੰਤਰੀ ਨੇ ਦੱਸਿਆ ਕਿ ਜਲਦ ਹੀ ਪੰਜਾਬ ਵਿੱਚ ਪਸ਼ੂ ਮੰਡੀਆਂ ਲਗਾਈਆਂ ਜਾਣਗੀਆਂ। bbox=[818, 2168, 1023, 2240]
prayer-body: ਕੌਮ ਲਈ ਤੇ ਸਿਰਦਾਰ ਜਸਪਾਲ ਸਿੰਘ ਹੇਰਾਂ ਜੀ ਸਰੀਰਕ ਬੀਮਾਰੀ ਨਾਲ ਜੂਝ ਰਹੇ ਹਨ ਪਰਿਵਾਰਕ ਉਨ੍ਹਾਂ ਦੇ ਦੀ ਪਰਿਵਾਰ ਦੇ ਦਰਦ ਅਤੇ ਸੰਘਰਸ਼ ਨਾਲ ਉਨ੍ਹਾਂ ਦੀ ਸ਼ਖ਼ਸੀਅਤ ਨੂੰ ਜਾਣਿਆ ਜਾਂਦਾ ਹੈ। ਰੋਜ਼ਾਨਾ ਪਹਿਰੇਦਾਰ ਅਖ਼ਬਾਰ ਦੇ ਮੁੱਖ ਸੰਪਾਦਕ ਵਜੋਂ ਉਨ੍ਹਾਂ ਨੇ ਪੰਥ ਅਤੇ ਪੰਜਾਬ ਦੇ ਹੱਕਾਂ ਲਈ ਨਿਧੜਕ ਆਵਾਜ਼ ਬੁਲੰਦ ਕੀਤੀ ਹੈ। ਅੱਜ ਪੰਥ ਦਰਦੀਆਂ ਨੂੰ ਅਪੀਲ ਹੈ ਕਿ ਸਾਰੇ ਮਿਲ ਕੇ ਹੇਰਾਂ ਜੀ ਦੀ ਚੜ੍ਹਦੀ ਕਲਾ ਅਤੇ ਜਲਦੀ ਸਿਹਤਯਾਬੀ ਲਈ ਅਰਦਾਸ ਕਰੀਏ। ਉਨ੍ਹਾਂ ਦੀ ਕਲਮ ਨੇ ਹਮੇਸ਼ਾ ਸੱਚ ਦਾ ਪੱਖ ਪੂਰਿਆ ਹੈ ਅਤੇ ਕੌਮ ਦੇ ਦੁੱਖ ਦਰਦ ਨੂੰ ਆਪਣਾ ਸਮਝਿਆ ਹੈ। ਅਜਿਹੇ ਸਮੇਂ ਵਿੱਚ ਸਾਡਾ ਫ਼ਰਜ਼ ਬਣਦਾ ਹੈ ਕਿ ਗੁਰੂ ਸਾਹਿਬ ਅੱਗੇ ਅਰਦਾਸ ਕਰੀਏ ਕਿ ਉਹ ਜਲਦ ਤੰਦਰੁਸਤ ਹੋ ਕੇ ਫਿਰ ਤੋਂ ਕੌਮ ਦੀ ਸੇਵਾ ਵਿੱਚ ਜੁੱਟ ਜਾਣ। bbox=[5, 501, 375, 597]
page-date: ਵੀਰਵਾਰ, 29 ਫ਼ਰਵਰੀ 2024 bbox=[134, 28, 315, 47]
minister-body-col4: ਮੋਗਾ, 28 ਫਰਵਰੀ (ਅਮਰਜੀਤ ਸਿੰਘ ਬੱਲ) ਪੰਜਾਬ ਦੇ ਟਰਾਂਸਪੋਰਟ ਮੰਤਰੀ ਲਾਲਜੀਤ ਸਿੰਘ ਭੁੱਲਰ ਨੇ ਕਿਹਾ ਕਿ ਨੌਜਵਾਨਾਂ ਨੂੰ ਵਿਦੇਸ਼ ਜਾਣ ਦੀ ਬਜਾਏ ਪਸ਼ੂ ਪਾਲਣ ਦਾ ਧੰਦਾ ਅਪਣਾਉਣਾ ਚਾਹੀਦਾ ਹੈ। ਉਨ੍ਹਾਂ ਕਿਹਾ ਕਿ ਪੰਜਾਬ ਸਰਕਾਰ ਨੌਜਵਾਨਾਂ ਨੂੰ ਸਵੈ-ਰੁਜ਼ਗਾਰ ਲਈ ਹਰ ਸੰਭਵ ਸਹਾਇਤਾ ਦੇ ਰਹੀ ਹੈ। ਪਸ਼ੂ ਪਾਲਣ ਮੰਤਰੀ ਨੇ ਦੱਸਿਆ ਕਿ ਜਲਦ ਹੀ ਪੰਜਾਬ ਵਿੱਚ ਪਸ਼ੂ ਮੰਡੀਆਂ ਲਗਾਈਆਂ bbox=[1270, 1900, 1506, 1959]
gurmat-sub2: ਆਪਣੀਆਂ ਪੀੜ੍ਹੀਆਂ ਨੂੰ ਬਚਾਉਣ ਲਈ ਗੁਰਮਤਿ ਸੰਗੀਤ ਨੂੰ ਘਰ ਘਰ ਪ੍ਰਵੇਸ਼ ਕਰਵਾਈਏ-ਸੰਤ ਬਲਜਿੰਦਰ ਸਿੰਘ bbox=[797, 1311, 1291, 1326]
farmers-body-lower: ਜਾ ਰਹੇ ਹਨ, ਕਿਸਾਨ ਨਾ ਤੇਰਾ ਕਿਸੇ ਤੋਂ ਹਾਰਿਆ ਹੈ ਅਤੇ ਨਾ ਹਾਰੇਗਾ। ਕੇਂਦਰ ਸਰਕਾਰ ਕਿਸਾਨਾਂ ਦੀਆਂ ਹੱਕੀ ਮੰਗਾਂ ਨੂੰ ਤੁਰੰਤ ਮੰਨੇ ਅਤੇ ਸ਼ਾਂਤਮਈ ਸੰਘਰਸ਼ ਕਰ ਰਹੇ ਕਿਸਾਨਾਂ ਉੱਤੇ ਹੋ ਰਹੇ ਅੱਤਿਆਚਾਰ ਬੰਦ ਕਰੇ। ਲੁਧਿਆਣਾ 28 ਫਰਵਰੀ (ਰਵੀ ਕਪੂਰ) ਕੇਂਦਰ ਦੀ ਮੋਦੀ ਸਰਕਾਰ ਅਤੇ ਪੰਜਾਬ ਦੀ ਸਰਕਾਰ ਕਿਸਾਨਾਂ ਤੇ ਅੱਤਿਆਚਾਰ ਕਰਨ ਤੋਂ ਬਾਜ਼ ਆਉਣ ਨਹੀਂ ਤਾਂ ਇਸ ਦੇ ਗੰਭੀਰ ਨਤੀਜੇ ਭੁਗਤਣੇ ਪੈਣਗੇ। bbox=[5, 1510, 265, 1569]
